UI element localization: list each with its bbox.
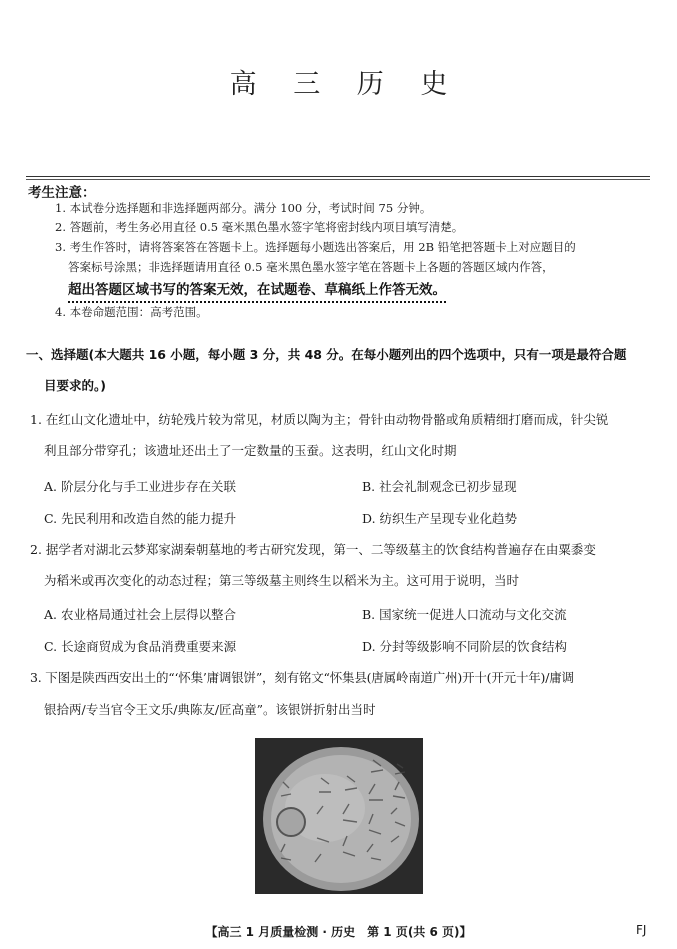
q3-stem-line2: 银拾两/专当官令王文乐/典陈友/匠高童”。该银饼折射出当时	[44, 702, 376, 717]
notice-item-2: 2. 答题前，考生务必用直径 0.5 毫米黑色墨水签字笔将密封线内项目填写清楚。	[55, 220, 464, 234]
notice-item-3-cont: 答案标号涂黑；非选择题请用直径 0.5 毫米黑色墨水签字笔在答题卡上各题的答题区域内作答，	[68, 260, 554, 274]
notice-item-4: 4. 本卷命题范围：高考范围。	[55, 305, 208, 319]
q2-option-d: D. 分封等级影响不同阶层的饮食结构	[362, 639, 568, 654]
q1-option-c: C. 先民利用和改造自然的能力提升	[44, 511, 237, 526]
divider-thick	[26, 176, 650, 177]
notice-item-3: 3. 考生作答时，请将答案答在答题卡上。选择题每小题选出答案后，用 2B 铅笔把答题卡上对应题目的	[55, 240, 576, 254]
q3-stem-line1: 3. 下图是陕西西安出土的“‘怀集’庸调银饼”，刻有铭文“怀集县(唐属岭南道广州)开十(开元十年)/庸调	[30, 670, 574, 685]
q1-stem-line1: 1. 在红山文化遗址中，纺轮残片较为常见，材质以陶为主；骨针由动物骨骼或角质精细打磨而成，针尖锐	[30, 412, 609, 427]
q2-option-b: B. 国家统一促进人口流动与文化交流	[362, 607, 567, 622]
divider-thin	[26, 179, 650, 180]
section-heading-cont: 目要求的。)	[44, 378, 106, 393]
page-footer: 【高三 1 月质量检测 · 历史 第 1 页(共 6 页)】	[205, 925, 472, 939]
q2-stem-line2: 为稻米或再次变化的动态过程；第三等级墓主则终生以稻米为主。这可用于说明，当时	[44, 573, 520, 588]
q1-option-b: B. 社会礼制观念已初步显现	[362, 479, 517, 494]
q1-stem-line2: 利且部分带穿孔；该遗址还出土了一定数量的玉蚕。这表明，红山文化时期	[44, 443, 457, 458]
q2-stem-line1: 2. 据学者对湖北云梦郑家湖秦朝墓地的考古研究发现，第一、二等级墓主的饮食结构普遍存在由粟黍变	[30, 542, 596, 557]
q1-option-a: A. 阶层分化与手工业进步存在关联	[44, 479, 236, 494]
silver-cake-photo	[255, 738, 423, 894]
q1-option-d: D. 纺织生产呈现专业化趋势	[362, 511, 518, 526]
footer-code: FJ	[636, 923, 647, 937]
notice-item-1: 1. 本试卷分选择题和非选择题两部分。满分 100 分，考试时间 75 分钟。	[55, 201, 432, 215]
section-heading: 一、选择题(本大题共 16 小题，每小题 3 分，共 48 分。在每小题列出的四个选项中，只有一项是最符合题	[26, 347, 627, 362]
notice-heading: 考生注意：	[28, 185, 96, 201]
q2-option-c: C. 长途商贸成为食品消费重要来源	[44, 639, 237, 654]
notice-item-3-emphasis: 超出答题区域书写的答案无效，在试题卷、草稿纸上作答无效。	[68, 282, 446, 298]
silver-cake-image	[255, 738, 423, 894]
page-title: 高 三 历 史	[229, 69, 462, 100]
q2-option-a: A. 农业格局通过社会上层得以整合	[44, 607, 236, 622]
